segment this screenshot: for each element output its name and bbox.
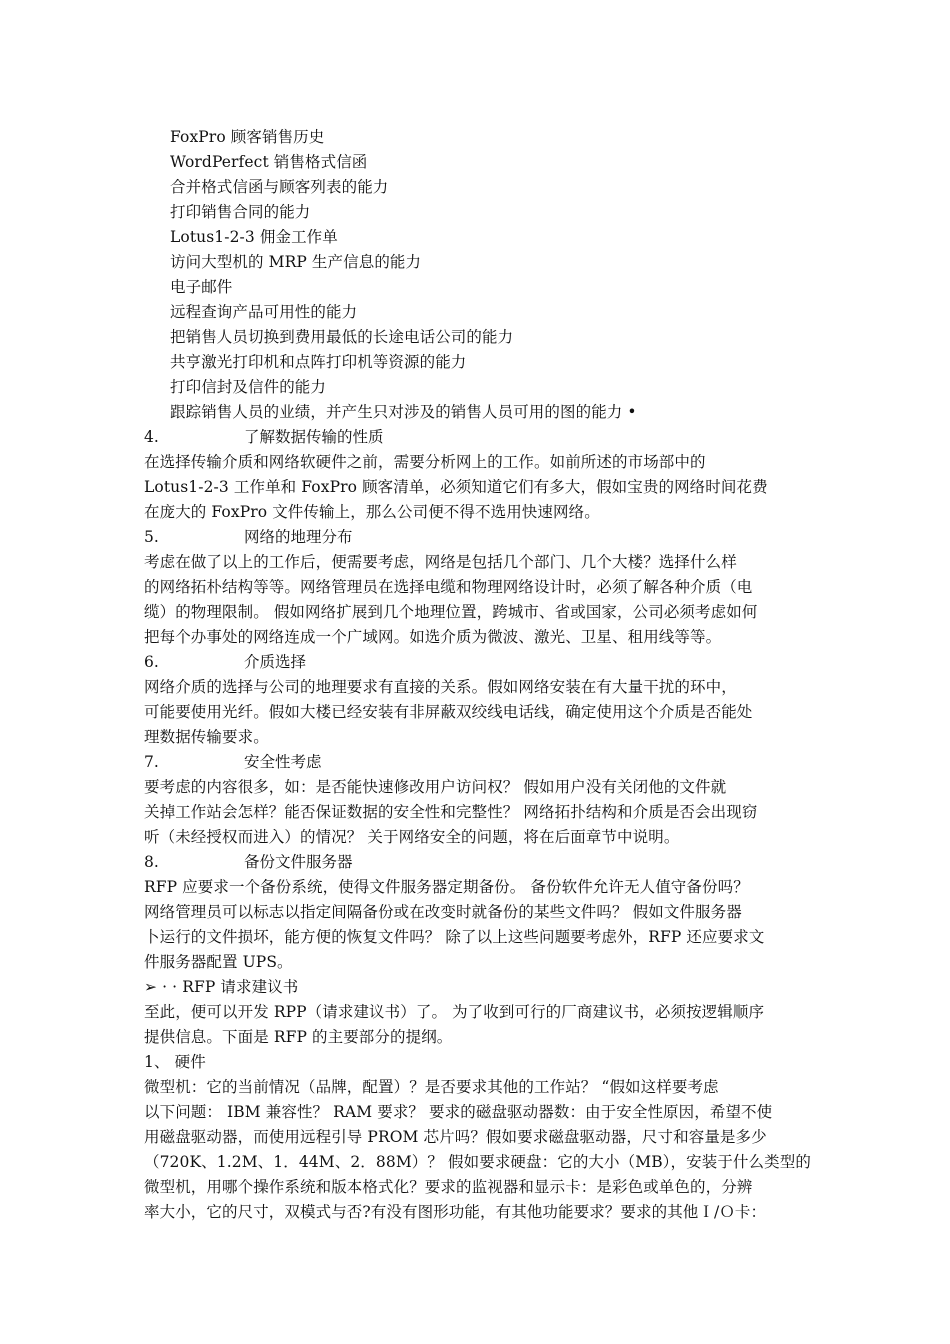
paragraph-line: 把每个办事处的网络连成一个广域网。如选介质为微波、激光、卫星、租用线等等。 bbox=[144, 628, 722, 646]
paragraph-line: 理数据传输要求。 bbox=[144, 728, 269, 746]
section-title: 网络的地理分布 bbox=[244, 528, 353, 546]
section-number: 4. bbox=[144, 428, 159, 446]
section-number: 6. bbox=[144, 653, 159, 671]
paragraph-line: 件服务器配置 UPS。 bbox=[144, 953, 293, 971]
section-number: 5. bbox=[144, 528, 159, 546]
rfp-heading: ➢ · · RFP 请求建议书 bbox=[144, 978, 299, 996]
paragraph-line: 缆）的物理限制。 假如网络扩展到几个地理位置，跨城市、省或国家，公司必须考虑如何 bbox=[144, 603, 758, 621]
list-item: 电子邮件 bbox=[170, 278, 233, 296]
paragraph-line: 可能要使用光纤。假如大楼已经安装有非屏蔽双绞线电话线，确定使用这个介质是否能处 bbox=[144, 703, 753, 721]
list-item: Lotus1-2-3 佣金工作单 bbox=[170, 228, 338, 246]
list-item: 访问大型机的 MRP 生产信息的能力 bbox=[170, 253, 422, 271]
section-title: 安全性考虑 bbox=[244, 753, 322, 771]
paragraph-line: 在选择传输介质和网络软硬件之前，需要分析网上的工作。如前所述的市场部中的 bbox=[144, 453, 706, 471]
section-number: 7. bbox=[144, 753, 159, 771]
paragraph-line: 以下问题： IBM 兼容性？ RAM 要求？ 要求的磁盘驱动器数：由于安全性原因，希望不使 bbox=[144, 1103, 773, 1121]
list-item: 远程查询产品可用性的能力 bbox=[170, 303, 358, 321]
paragraph-line: 用磁盘驱动器，而使用远程引导 PROM 芯片吗？假如要求磁盘驱动器，尺寸和容量是多少 bbox=[144, 1128, 767, 1146]
paragraph-line: 微型机，用哪个操作系统和版本格式化？要求的监视器和显示卡：是彩色或单色的，分辨 bbox=[144, 1178, 753, 1196]
section-title: 介质选择 bbox=[244, 653, 307, 671]
list-item: 合并格式信函与顾客列表的能力 bbox=[170, 178, 389, 196]
paragraph-line: 关掉工作站会怎样？能否保证数据的安全性和完整性？ 网络拓扑结构和介质是否会出现窃 bbox=[144, 803, 758, 821]
paragraph-line: 至此，便可以开发 RPP（请求建议书）了。 为了收到可行的厂商建议书，必须按逻辑顺序 bbox=[144, 1003, 765, 1021]
paragraph-line: 要考虑的内容很多，如：是否能快速修改用户访问权？ 假如用户没有关闭他的文件就 bbox=[144, 778, 727, 796]
list-item: WordPerfect 销售格式信函 bbox=[170, 153, 368, 171]
list-item: 打印信封及信件的能力 bbox=[170, 378, 327, 396]
paragraph-line: 微型机：它的当前情况（品牌，配置）？是否要求其他的工作站？ “假如这样要考虑 bbox=[144, 1078, 719, 1096]
paragraph-line: 考虑在做了以上的工作后，便需要考虑，网络是包括几个部门、几个大楼？选择什么样 bbox=[144, 553, 737, 571]
paragraph-line: 网络管理员可以标志以指定间隔备份或在改变时就备份的某些文件吗？ 假如文件服务器 bbox=[144, 903, 742, 921]
paragraph-line: 在庞大的 FoxPro 文件传输上，那么公司便不得不选用快速网络。 bbox=[144, 503, 600, 521]
list-item: FoxPro 顾客销售历史 bbox=[170, 128, 325, 146]
paragraph-line: 提供信息。下面是 RFP 的主要部分的提纲。 bbox=[144, 1028, 453, 1046]
paragraph-line: 卜运行的文件损坏，能方便的恢复文件吗？ 除了以上这些问题要考虑外，RFP 还应要求文 bbox=[144, 928, 765, 946]
section-number: 8. bbox=[144, 853, 159, 871]
list-item: 共亨激光打印机和点阵打印机等资源的能力 bbox=[170, 353, 467, 371]
list-item: 跟踪销售人员的业绩，并产生只对涉及的销售人员可用的图的能力 • bbox=[170, 403, 637, 421]
list-item: 把销售人员切换到费用最低的长途电话公司的能力 bbox=[170, 328, 514, 346]
section-title: 了解数据传输的性质 bbox=[244, 428, 384, 446]
paragraph-line: RFP 应要求一个备份系统，使得文件服务器定期备份。 备份软件允许无人值守备份吗？ bbox=[144, 878, 749, 896]
paragraph-line: 率大小，它的尺寸，双模式与否?有没有图形功能，有其他功能要求？要求的其他Ｉ/Ｏ卡： bbox=[144, 1203, 767, 1221]
paragraph-line: Lotus1-2-3 工作单和 FoxPro 顾客清单，必须知道它们有多大，假如宝贵的网络时间花费 bbox=[144, 478, 768, 496]
paragraph-line: 的网络拓朴结构等等。网络管理员在选择电缆和物理网络设计时，必须了解各种介质（电 bbox=[144, 578, 753, 596]
paragraph-line: 听（未经授权而进入）的情况？ 关于网络安全的问题，将在后面章节中说明。 bbox=[144, 828, 680, 846]
hardware-heading: 1、 硬件 bbox=[144, 1053, 206, 1071]
list-item: 打印销售合同的能力 bbox=[170, 203, 311, 221]
paragraph-line: （720K、1.2M、1．44M、2．88M）？ 假如要求硬盘：它的大小（MB），安装于什么类型的 bbox=[144, 1153, 811, 1171]
section-title: 备份文件服务器 bbox=[244, 853, 353, 871]
paragraph-line: 网络介质的选择与公司的地理要求有直接的关系。假如网络安装在有大量干扰的环中， bbox=[144, 678, 737, 696]
